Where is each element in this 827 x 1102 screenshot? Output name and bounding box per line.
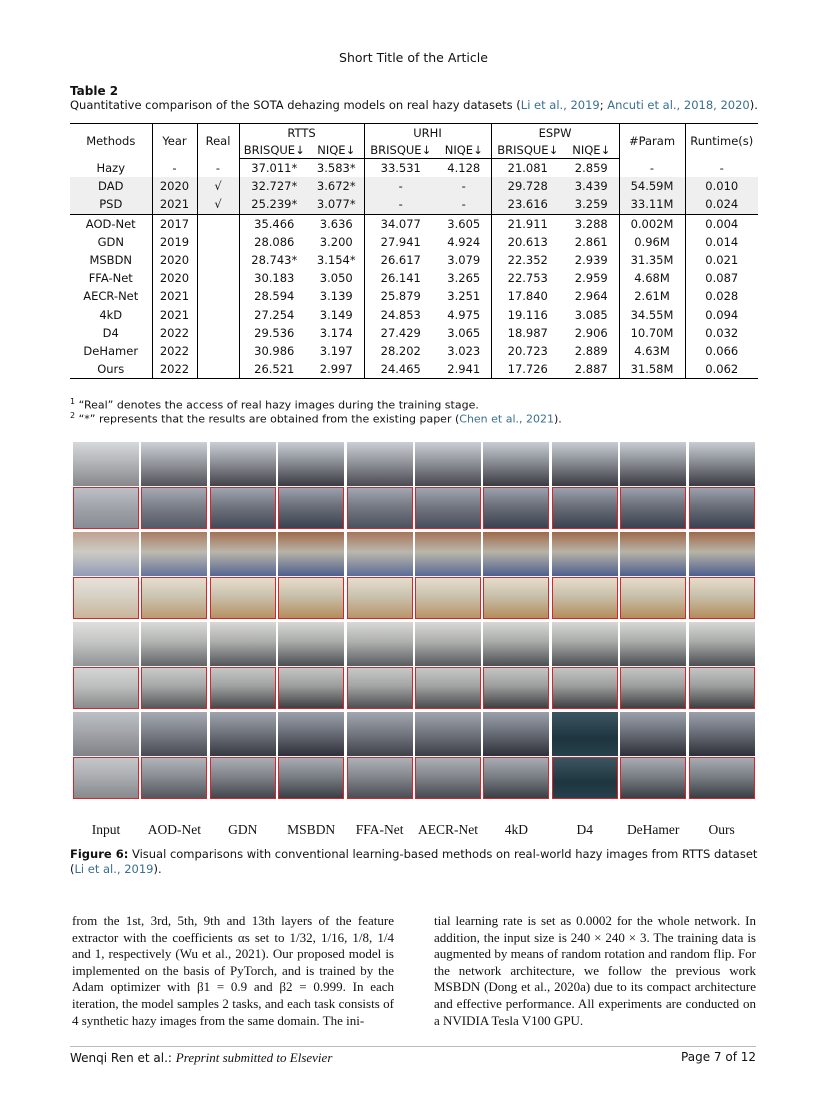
dehazed-result-image <box>620 532 686 576</box>
header-urhi: URHI <box>364 124 491 142</box>
table-cell: 29.536 <box>239 324 309 342</box>
table-cell: - <box>364 195 437 214</box>
zoomed-crop-image <box>415 757 481 799</box>
footnote-2: $^2$ “*” represents that the results are obtained from the existing paper (Chen et al., 2021). <box>70 411 562 426</box>
table-cell: 0.002M <box>619 214 685 233</box>
table-cell: GDN <box>97 234 124 249</box>
table-cell: 0.010 <box>685 177 758 195</box>
table-cell: 2.939 <box>574 253 608 268</box>
table-cell: 3.139 <box>319 289 353 304</box>
table-cell: 31.58M <box>619 360 685 379</box>
zoomed-crop-image <box>347 487 413 529</box>
table-cell: 0.066 <box>685 342 758 360</box>
table-cell: - <box>619 159 685 178</box>
table-cell: 0.004 <box>685 214 758 233</box>
figure-caption: Figure 6: Visual comparisons with conventional learning-based methods on real-world hazy images from RTTS dataset (Li et al., 2019). <box>70 847 758 876</box>
dehazed-result-image <box>483 712 549 756</box>
table-cell: - <box>152 159 197 178</box>
table-cell: Ours <box>70 360 152 379</box>
zoomed-crop-image <box>620 487 686 529</box>
table-cell: 23.616 <box>491 195 564 214</box>
table-cell: 2022 <box>152 342 197 360</box>
table-cell: 24.465 <box>364 360 437 379</box>
table-cell: 2.859 <box>574 161 608 176</box>
column-label: AECR-Net <box>418 822 478 837</box>
table-cell: 30.183 <box>239 269 309 287</box>
header-niqe: NIQE↓ <box>564 141 619 159</box>
header-param: #Param <box>619 124 685 159</box>
header-methods: Methods <box>70 124 152 159</box>
zoomed-crop-image <box>210 667 276 709</box>
header-year: Year <box>152 124 197 159</box>
table-cell: 2020 <box>152 251 197 269</box>
column-label: Input <box>91 822 121 837</box>
table-cell: √ <box>197 195 239 214</box>
dehazed-result-image <box>278 532 344 576</box>
zoomed-crop-image <box>689 667 755 709</box>
table-cell: 19.116 <box>491 306 564 324</box>
table-cell: 27.941 <box>364 233 437 251</box>
table-cell: 0.024 <box>685 195 758 214</box>
table-cell: 22.352 <box>491 251 564 269</box>
table-cell: 2022 <box>152 324 197 342</box>
table-cell: 0.028 <box>685 287 758 305</box>
table-cell: 2.889 <box>574 343 608 358</box>
dehazed-result-image <box>620 712 686 756</box>
dehazed-result-image <box>141 532 207 576</box>
zoomed-crop-image <box>483 577 549 619</box>
table-cell: 2019 <box>152 233 197 251</box>
footer-left: Wenqi Ren et al.: Preprint submitted to Elsevier <box>70 1050 333 1065</box>
zoomed-crop-image <box>483 757 549 799</box>
zoomed-crop-image <box>689 487 755 529</box>
table-cell: 33.531 <box>364 159 437 178</box>
table-cell: 0.021 <box>685 251 758 269</box>
results-table <box>70 123 758 379</box>
table-cell: 34.077 <box>364 214 437 233</box>
zoomed-crop-image <box>278 757 344 799</box>
table-row <box>70 287 758 305</box>
zoomed-crop-image <box>347 667 413 709</box>
zoomed-crop-image <box>278 667 344 709</box>
table-cell: 2020 <box>152 269 197 287</box>
table-cell: 31.35M <box>619 251 685 269</box>
dehazed-result-image <box>552 442 618 486</box>
table-row <box>70 306 758 324</box>
table-cell: 3.023 <box>447 343 481 358</box>
table-cell: - <box>437 177 491 195</box>
table-cell <box>197 287 239 305</box>
table-cell: 2.61M <box>619 287 685 305</box>
dehazed-result-image <box>689 442 755 486</box>
table-cell: 24.853 <box>364 306 437 324</box>
table-cell: 3.079 <box>447 253 481 268</box>
table-cell: 3.251 <box>447 289 481 304</box>
table-cell: 3.439 <box>564 177 619 195</box>
table-cell: 20.613 <box>491 233 564 251</box>
zoomed-crop-image <box>415 577 481 619</box>
zoomed-crop-image <box>415 667 481 709</box>
table-cell: 25.879 <box>364 287 437 305</box>
table-row <box>70 159 758 178</box>
table-cell: - <box>364 177 437 195</box>
table-cell: 33.11M <box>619 195 685 214</box>
table-cell: 37.011* <box>239 159 309 178</box>
table-cell <box>197 324 239 342</box>
table-cell: 2021 <box>152 287 197 305</box>
zoomed-crop-image <box>552 667 618 709</box>
dehazed-result-image <box>483 442 549 486</box>
table-cell: 0.094 <box>685 306 758 324</box>
table-cell: 2020 <box>152 177 197 195</box>
table-cell: - <box>685 159 758 178</box>
table-cell: 2.964 <box>574 289 608 304</box>
header-real: Real <box>197 124 239 159</box>
table-cell: 27.254 <box>239 306 309 324</box>
header-niqe: NIQE↓ <box>309 141 364 159</box>
dehazed-result-image <box>415 442 481 486</box>
table-cell: 3.265 <box>447 271 481 286</box>
zoomed-crop-image <box>210 487 276 529</box>
table-row <box>70 269 758 287</box>
table-cell <box>197 214 239 233</box>
zoomed-crop-image <box>141 667 207 709</box>
visual-comparison-grid <box>72 442 756 822</box>
header-runtime: Runtime(s) <box>685 124 758 159</box>
table-cell: Hazy <box>96 160 126 175</box>
dehazed-result-image <box>73 442 139 486</box>
dehazed-result-image <box>552 622 618 666</box>
table-row <box>70 233 758 251</box>
table-cell: 34.55M <box>619 306 685 324</box>
dehazed-result-image <box>483 622 549 666</box>
header-niqe: NIQE↓ <box>437 141 491 159</box>
dehazed-result-image <box>210 622 276 666</box>
table-cell: 3.050 <box>319 271 353 286</box>
table-cell: 3.197 <box>319 343 353 358</box>
header-brisque: BRISQUE↓ <box>491 141 564 159</box>
table-cell: 22.753 <box>491 269 564 287</box>
zoomed-crop-image <box>210 757 276 799</box>
table-cell: √ <box>197 177 239 195</box>
table-row <box>70 195 758 214</box>
table-cell: 26.617 <box>364 251 437 269</box>
zoomed-crop-image <box>141 577 207 619</box>
table-cell: 3.065 <box>447 325 481 340</box>
table-cell: 54.59M <box>619 177 685 195</box>
zoomed-crop-image <box>552 757 618 799</box>
zoomed-crop-image <box>483 487 549 529</box>
citation-link[interactable]: Li et al., 2019 <box>520 98 600 112</box>
table-cell: 25.239* <box>239 195 309 214</box>
citation-link[interactable]: Chen et al., 2021 <box>459 412 555 426</box>
table-cell: 27.429 <box>364 324 437 342</box>
table-cell: 21.911 <box>491 214 564 233</box>
table-row <box>70 177 758 195</box>
table-cell: 0.032 <box>685 324 758 342</box>
dehazed-result-image <box>347 622 413 666</box>
zoomed-crop-image <box>483 667 549 709</box>
table-cell: 35.466 <box>239 214 309 233</box>
table-cell: 30.986 <box>239 342 309 360</box>
table-cell: 3.583* <box>316 161 356 176</box>
table-cell: AECR-Net <box>83 289 139 304</box>
table-cell: 28.202 <box>364 342 437 360</box>
table-cell: D4 <box>102 325 119 340</box>
table-cell: 0.062 <box>685 360 758 379</box>
table-cell: - <box>197 159 239 178</box>
table-cell: 0.087 <box>685 269 758 287</box>
body-left-column: from the 1st, 3rd, 5th, 9th and 13th layers of the feature extractor with the coefficients αs set to 1/32, 1/16, 1/8, 1/4 and 1, respectively (Wu et al., 2021). Our proposed model is implemented on the basis of PyTorch, and is trained by the Adam optimizer with β1 = 0.9 and β2 = 0.999. In each iteration, the model samples 2 tasks, and each task consists of 4 synthetic hazy images from the same domain. The ini- <box>72 913 394 1028</box>
table-cell: 3.605 <box>437 214 491 233</box>
zoomed-crop-image <box>73 757 139 799</box>
dehazed-result-image <box>620 442 686 486</box>
table-cell: 17.840 <box>491 287 564 305</box>
table-cell: 2.941 <box>437 360 491 379</box>
table-cell: 2.959 <box>574 271 608 286</box>
dehazed-result-image <box>278 442 344 486</box>
table-cell: 2021 <box>152 306 197 324</box>
zoomed-crop-image <box>552 577 618 619</box>
table-cell: 26.521 <box>239 360 309 379</box>
table-cell: 0.014 <box>685 233 758 251</box>
dehazed-result-image <box>278 712 344 756</box>
dehazed-result-image <box>620 622 686 666</box>
table-cell: 3.149 <box>319 307 353 322</box>
table-cell: 3.174 <box>319 325 353 340</box>
footer-rule <box>70 1046 756 1047</box>
figure-column-labels <box>72 822 756 840</box>
dehazed-result-image <box>415 532 481 576</box>
header-espw: ESPW <box>491 124 619 142</box>
table-cell: 17.726 <box>491 360 564 379</box>
table-cell <box>197 306 239 324</box>
citation-link[interactable]: Li et al., 2019 <box>74 862 154 876</box>
dehazed-result-image <box>73 622 139 666</box>
table-cell: 10.70M <box>619 324 685 342</box>
table-cell: PSD <box>70 195 152 214</box>
dehazed-result-image <box>689 532 755 576</box>
footnote-1: $^1$ “Real” denotes the access of real hazy images during the training stage. <box>70 397 479 412</box>
zoomed-crop-image <box>73 487 139 529</box>
dehazed-result-image <box>689 712 755 756</box>
dehazed-result-image <box>483 532 549 576</box>
footer-page-number: Page 7 of 12 <box>681 1050 756 1064</box>
zoomed-crop-image <box>141 757 207 799</box>
table-cell <box>197 251 239 269</box>
zoomed-crop-image <box>278 487 344 529</box>
column-label: AOD-Net <box>147 822 202 837</box>
zoomed-crop-image <box>689 757 755 799</box>
zoomed-crop-image <box>552 487 618 529</box>
table-cell: 2.887 <box>564 360 619 379</box>
table-cell: 4.68M <box>619 269 685 287</box>
table-cell: 21.081 <box>491 159 564 178</box>
table-cell: DAD <box>70 177 152 195</box>
zoomed-crop-image <box>620 667 686 709</box>
zoomed-crop-image <box>620 577 686 619</box>
zoomed-crop-image <box>210 577 276 619</box>
table-cell: 2.861 <box>574 234 608 249</box>
table-cell: 2021 <box>152 195 197 214</box>
dehazed-result-image <box>141 442 207 486</box>
table-cell <box>197 233 239 251</box>
citation-link[interactable]: Ancuti et al., 2018, 2020 <box>607 98 750 112</box>
table-cell: 29.728 <box>491 177 564 195</box>
dehazed-result-image <box>347 532 413 576</box>
zoomed-crop-image <box>620 757 686 799</box>
dehazed-result-image <box>689 622 755 666</box>
table-cell: 3.077* <box>309 195 364 214</box>
running-header: Short Title of the Article <box>339 50 488 65</box>
dehazed-result-image <box>552 532 618 576</box>
table-row <box>70 214 758 233</box>
table-cell: 4.924 <box>447 234 481 249</box>
table-cell: 3.200 <box>319 234 353 249</box>
dehazed-result-image <box>73 532 139 576</box>
table-cell: 3.259 <box>564 195 619 214</box>
dehazed-result-image <box>278 622 344 666</box>
column-label: Ours <box>708 822 735 837</box>
table-cell: 4.63M <box>619 342 685 360</box>
table-cell: 20.723 <box>491 342 564 360</box>
zoomed-crop-image <box>347 577 413 619</box>
table-cell: FFA-Net <box>88 271 133 286</box>
zoomed-crop-image <box>278 577 344 619</box>
column-label: 4kD <box>504 822 529 837</box>
table-cell: 4.128 <box>447 161 481 176</box>
column-label: GDN <box>228 822 258 837</box>
table-cell: 0.96M <box>619 233 685 251</box>
table-cell: 3.085 <box>574 307 608 322</box>
column-label: MSBDN <box>287 822 336 837</box>
header-brisque: BRISQUE↓ <box>364 141 437 159</box>
zoomed-crop-image <box>415 487 481 529</box>
table-cell: 2.906 <box>574 325 608 340</box>
dehazed-result-image <box>210 712 276 756</box>
table-cell <box>197 360 239 379</box>
table-cell: 3.672* <box>309 177 364 195</box>
dehazed-result-image <box>210 442 276 486</box>
table-cell: MSBDN <box>89 253 133 268</box>
zoomed-crop-image <box>347 757 413 799</box>
header-brisque: BRISQUE↓ <box>239 141 309 159</box>
table-cell: 32.727* <box>239 177 309 195</box>
table-cell: 26.141 <box>364 269 437 287</box>
header-rtts: RTTS <box>239 124 364 142</box>
table-caption: Quantitative comparison of the SOTA dehazing models on real hazy datasets (Li et al., 2019; Ancuti et al., 2018, 2020). <box>70 98 758 112</box>
table-cell: 2.997 <box>309 360 364 379</box>
table-cell: 28.086 <box>239 233 309 251</box>
table-row <box>70 251 758 269</box>
table-cell: 2022 <box>152 360 197 379</box>
dehazed-result-image <box>552 712 618 756</box>
table-cell: 4.975 <box>447 307 481 322</box>
table-cell: AOD-Net <box>70 214 152 233</box>
table-cell: 3.288 <box>564 214 619 233</box>
zoomed-crop-image <box>73 667 139 709</box>
table-cell: 28.743* <box>239 251 309 269</box>
zoomed-crop-image <box>141 487 207 529</box>
table-cell: 28.594 <box>239 287 309 305</box>
column-label: FFA-Net <box>355 822 404 837</box>
dehazed-result-image <box>347 712 413 756</box>
dehazed-result-image <box>415 712 481 756</box>
column-label: D4 <box>576 822 594 837</box>
table-cell: 2017 <box>152 214 197 233</box>
table-cell: 3.154* <box>316 253 356 268</box>
dehazed-result-image <box>141 622 207 666</box>
dehazed-result-image <box>210 532 276 576</box>
table-row <box>70 324 758 342</box>
zoomed-crop-image <box>73 577 139 619</box>
dehazed-result-image <box>415 622 481 666</box>
table-cell: 3.636 <box>309 214 364 233</box>
table-cell: 18.987 <box>491 324 564 342</box>
dehazed-result-image <box>73 712 139 756</box>
body-right-column: tial learning rate is set as 0.0002 for the whole network. In addition, the input size is 240 × 240 × 3. The training data is augmented by means of random rotation and random flip. For the network architecture, we follow the previous work MSBDN (Dong et al., 2020a) due to its compact architecture and effective performance. All experiments are conducted on a NVIDIA Tesla V100 GPU. <box>434 913 756 1028</box>
table-label: Table 2 <box>70 84 119 98</box>
table-cell: - <box>437 195 491 214</box>
table-cell <box>197 342 239 360</box>
zoomed-crop-image <box>689 577 755 619</box>
dehazed-result-image <box>141 712 207 756</box>
dehazed-result-image <box>347 442 413 486</box>
table-cell <box>197 269 239 287</box>
table-row <box>70 360 758 379</box>
column-label: DeHamer <box>626 822 680 837</box>
table-cell: DeHamer <box>83 343 139 358</box>
table-row <box>70 342 758 360</box>
table-cell: 4kD <box>99 307 123 322</box>
